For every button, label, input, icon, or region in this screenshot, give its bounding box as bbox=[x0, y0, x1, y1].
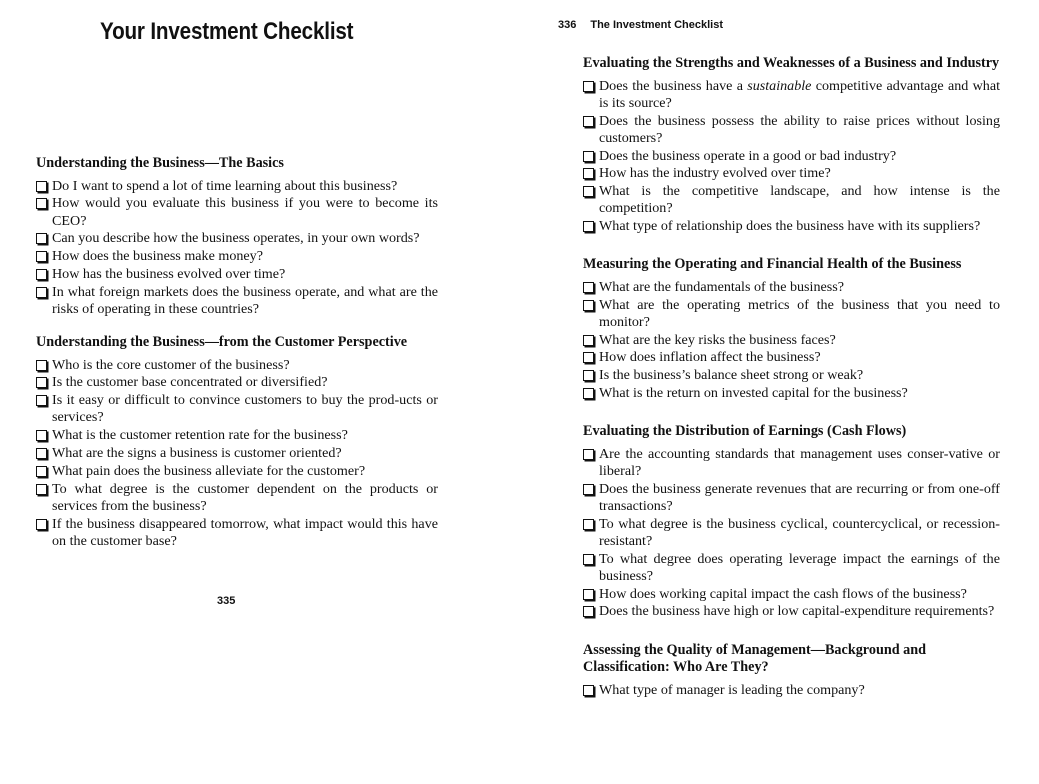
checklist bbox=[36, 357, 438, 550]
checklist-item bbox=[583, 218, 1000, 235]
checklist-item bbox=[583, 367, 1000, 384]
checklist-item-text: How does the business make money? bbox=[52, 248, 263, 265]
page-number: 335 bbox=[217, 595, 236, 607]
checklist-item bbox=[583, 113, 1000, 147]
checklist-item bbox=[583, 332, 1000, 349]
checklist bbox=[583, 279, 1000, 402]
checkbox-icon bbox=[36, 395, 47, 406]
checkbox-icon bbox=[36, 287, 47, 298]
chapter-title: Your Investment Checklist bbox=[100, 18, 354, 45]
checklist-item-text: Is the business’s balance sheet strong or weak? bbox=[599, 367, 864, 384]
checklist-item bbox=[36, 374, 438, 391]
checklist-item-text: Does the business generate revenues that are recurring or from one-off transactions? bbox=[599, 480, 1000, 514]
checklist-item bbox=[36, 284, 438, 318]
checkbox-icon bbox=[583, 282, 594, 293]
checklist-item-text: What are the key risks the business faces? bbox=[599, 331, 836, 348]
checklist-item bbox=[583, 481, 1000, 515]
section-heading: Understanding the Business—from the Customer Perspective bbox=[36, 334, 408, 351]
checkbox-icon bbox=[583, 554, 594, 565]
checklist-item-text: Are the accounting standards that management uses conser-vative or liberal? bbox=[599, 445, 1000, 479]
checklist-item bbox=[36, 516, 438, 550]
checklist bbox=[583, 78, 1000, 236]
checklist-item-text: How does working capital impact the cash flows of the business? bbox=[599, 585, 967, 602]
checklist-item-text: Who is the core customer of the business? bbox=[52, 356, 290, 373]
checklist-item-text: Does the business possess the ability to raise prices without losing customers? bbox=[599, 112, 1000, 146]
page-number: 336 bbox=[558, 19, 577, 31]
checkbox-icon bbox=[36, 360, 47, 371]
checklist-item-text: How has the business evolved over time? bbox=[52, 265, 286, 282]
checklist-item bbox=[36, 427, 438, 444]
right-column bbox=[583, 55, 1000, 699]
checkbox-icon bbox=[36, 377, 47, 388]
checklist-section bbox=[36, 334, 438, 550]
checklist-item bbox=[36, 266, 438, 283]
checklist bbox=[583, 446, 1000, 621]
checklist-item bbox=[583, 586, 1000, 603]
checklist-item-text: How would you evaluate this business if you were to become its CEO? bbox=[52, 195, 438, 229]
checklist-item-text: How has the industry evolved over time? bbox=[599, 165, 831, 182]
checkbox-icon bbox=[36, 430, 47, 441]
checkbox-icon bbox=[583, 606, 594, 617]
checklist-item bbox=[583, 148, 1000, 165]
right-page bbox=[520, 0, 1039, 784]
checkbox-icon bbox=[583, 81, 594, 92]
checklist-item-text: What type of manager is leading the company? bbox=[599, 681, 865, 698]
checklist-item bbox=[583, 603, 1000, 620]
checklist-item bbox=[36, 357, 438, 374]
checklist-item-text: What is the customer retention rate for the business? bbox=[52, 427, 348, 444]
checklist-item bbox=[583, 279, 1000, 296]
left-column bbox=[36, 155, 438, 551]
checklist-item-text: In what foreign markets does the business operate, and what are the risks of operating in these countries? bbox=[52, 283, 438, 317]
checklist bbox=[36, 178, 438, 319]
checklist-section bbox=[583, 642, 1000, 699]
checklist-item-text: Is it easy or difficult to convince customers to buy the prod-ucts or services? bbox=[52, 392, 438, 426]
checklist bbox=[583, 682, 1000, 699]
checkbox-icon bbox=[36, 466, 47, 477]
checkbox-icon bbox=[583, 221, 594, 232]
checklist-section bbox=[583, 423, 1000, 621]
checkbox-icon bbox=[583, 519, 594, 530]
checklist-item bbox=[583, 551, 1000, 585]
checklist-item bbox=[583, 78, 1000, 112]
checklist-item-text: If the business disappeared tomorrow, what impact would this have on the customer base? bbox=[52, 515, 438, 549]
section-heading: Evaluating the Strengths and Weaknesses of a Business and Industry bbox=[583, 55, 1000, 71]
checkbox-icon bbox=[583, 151, 594, 162]
checklist-item bbox=[36, 248, 438, 265]
checklist-item-text: What pain does the business alleviate for the customer? bbox=[52, 462, 366, 479]
checkbox-icon bbox=[583, 116, 594, 127]
checkbox-icon bbox=[583, 300, 594, 311]
checkbox-icon bbox=[583, 370, 594, 381]
checklist-item-text: Is the customer base concentrated or diversified? bbox=[52, 374, 328, 391]
checklist-item-text: What are the operating metrics of the business that you need to monitor? bbox=[599, 296, 1000, 330]
checklist-item-text: To what degree is the customer dependent on the products or services from the business? bbox=[52, 480, 438, 514]
checkbox-icon bbox=[583, 168, 594, 179]
checklist-item bbox=[583, 682, 1000, 699]
checklist-item-text: How does inflation affect the business? bbox=[599, 349, 821, 366]
running-head-title: The Investment Checklist bbox=[590, 19, 724, 31]
checklist-item bbox=[583, 516, 1000, 550]
checklist-section bbox=[583, 55, 1000, 235]
checkbox-icon bbox=[583, 484, 594, 495]
checklist-item bbox=[36, 195, 438, 229]
checklist-item-text: What is the competitive landscape, and how intense is the competition? bbox=[599, 183, 1000, 217]
checkbox-icon bbox=[36, 198, 47, 209]
checklist-item bbox=[583, 349, 1000, 366]
checkbox-icon bbox=[583, 335, 594, 346]
checkbox-icon bbox=[36, 448, 47, 459]
checkbox-icon bbox=[583, 589, 594, 600]
checklist-section bbox=[583, 256, 1000, 402]
checklist-item bbox=[583, 183, 1000, 217]
checklist-item-text: Does the business operate in a good or bad industry? bbox=[599, 147, 897, 164]
checklist-item bbox=[583, 385, 1000, 402]
checklist-item bbox=[583, 165, 1000, 182]
checklist-item-text: Does the business have a sustainable competitive advantage and what is its source? bbox=[599, 77, 1000, 111]
checklist-item-text: Can you describe how the business operates, in your own words? bbox=[52, 230, 420, 247]
checklist-item-text: To what degree does operating leverage impact the earnings of the business? bbox=[599, 550, 1000, 584]
checklist-item bbox=[583, 446, 1000, 480]
checklist-item bbox=[36, 445, 438, 462]
checklist-item-text: What are the signs a business is customer oriented? bbox=[52, 444, 342, 461]
checkbox-icon bbox=[583, 186, 594, 197]
section-heading: Assessing the Quality of Management—Background and Classification: Who Are They? bbox=[583, 641, 927, 676]
checklist-item-text: What are the fundamentals of the business? bbox=[599, 278, 844, 295]
checklist-item-text: Does the business have high or low capital-expenditure requirements? bbox=[599, 603, 995, 620]
checkbox-icon bbox=[36, 181, 47, 192]
running-head bbox=[558, 19, 737, 31]
checkbox-icon bbox=[36, 269, 47, 280]
section-heading: Measuring the Operating and Financial Health of the Business bbox=[583, 256, 962, 273]
checklist-item-text: What is the return on invested capital for the business? bbox=[599, 384, 908, 401]
checkbox-icon bbox=[36, 233, 47, 244]
checkbox-icon bbox=[583, 352, 594, 363]
checklist-section bbox=[36, 155, 438, 318]
checklist-item bbox=[36, 230, 438, 247]
checkbox-icon bbox=[36, 519, 47, 530]
section-heading: Understanding the Business—The Basics bbox=[36, 155, 284, 171]
section-heading: Evaluating the Distribution of Earnings (Cash Flows) bbox=[583, 423, 907, 440]
checkbox-icon bbox=[36, 251, 47, 262]
checklist-item bbox=[36, 463, 438, 480]
checklist-item-text: To what degree is the business cyclical, countercyclical, or recession-resistant? bbox=[599, 515, 1000, 549]
checkbox-icon bbox=[583, 388, 594, 399]
checklist-item-text: Do I want to spend a lot of time learning about this business? bbox=[52, 177, 398, 194]
checklist-item bbox=[36, 481, 438, 515]
checkbox-icon bbox=[583, 449, 594, 460]
checkbox-icon bbox=[583, 685, 594, 696]
checkbox-icon bbox=[36, 484, 47, 495]
checklist-item bbox=[36, 178, 438, 195]
checklist-item-text: What type of relationship does the business have with its suppliers? bbox=[599, 218, 981, 235]
checklist-item bbox=[36, 392, 438, 426]
checklist-item bbox=[583, 297, 1000, 331]
